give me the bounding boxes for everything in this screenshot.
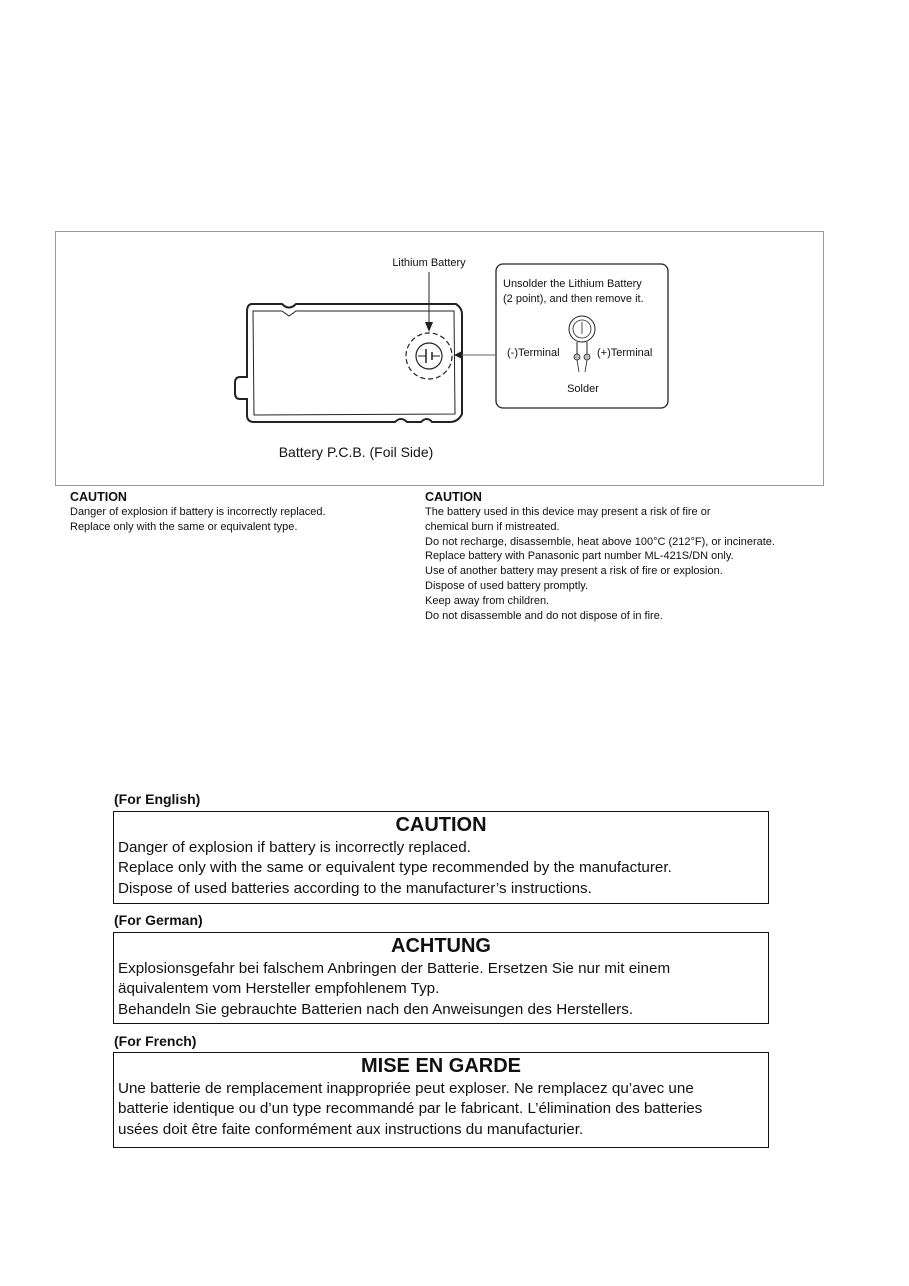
english-caution-line: Danger of explosion if battery is incorrectly replaced. (118, 839, 471, 856)
german-caution-line: äquivalentem vom Hersteller empfohlenem Typ. (118, 980, 440, 998)
caution-left-line: Danger of explosion if battery is incorrectly replaced. (70, 506, 326, 518)
english-label: (For English) (114, 791, 201, 807)
caution-left-heading: CAUTION (70, 490, 127, 504)
caution-left (70, 490, 326, 535)
french-caution-line: batterie identique ou d’un type recommandé par le fabricant. L’élimination des batteries (118, 1100, 703, 1118)
lithium-battery-label: Lithium Battery (392, 257, 466, 269)
caution-right-line: Replace battery with Panasonic part number ML-421S/DN only. (425, 550, 734, 563)
caution-right-line: Do not disassemble and do not dispose of in fire. (425, 609, 663, 622)
plus-terminal-label: (+)Terminal (597, 347, 653, 359)
german-caution-line: Behandeln Sie gebrauchte Batterien nach den Anweisungen des Herstellers. (118, 1000, 634, 1018)
caution-right-line: Dispose of used battery promptly. (425, 579, 589, 592)
english-caution-box (113, 811, 769, 904)
note-line-2: (2 point), and then remove it. (503, 293, 644, 305)
caution-right-line: The battery used in this device may present a risk of fire or (425, 506, 711, 518)
french-caution-line: Une batterie de remplacement inappropriée peut exploser. Ne remplacez qu’avec une (118, 1080, 694, 1097)
battery-pcb-diagram (56, 232, 825, 487)
caution-right-heading: CAUTION (425, 490, 482, 504)
pcb-caption: Battery P.C.B. (Foil Side) (278, 444, 434, 460)
minus-terminal-label: (-)Terminal (507, 347, 560, 359)
english-caution-title: CAUTION (395, 814, 487, 836)
english-caution-line: Replace only with the same or equivalent type recommended by the manufacturer. (118, 859, 672, 877)
german-caution-title: ACHTUNG (391, 935, 491, 957)
english-caution-line: Dispose of used batteries according to the manufacturer’s instructions. (118, 879, 592, 897)
arrow-left-icon (454, 351, 462, 359)
german-caution-box (113, 932, 769, 1024)
german-label: (For German) (114, 912, 203, 928)
caution-right-line: Keep away from children. (425, 594, 550, 607)
french-caution-line: usées doit être faite conformément aux instructions du manufacturier. (118, 1120, 584, 1138)
caution-right-line: Do not recharge, disassemble, heat above 100°C (212°F), or incinerate. (425, 535, 775, 548)
arrow-down-icon (425, 322, 433, 332)
french-label: (For French) (114, 1033, 197, 1049)
french-caution-box (113, 1052, 769, 1148)
solder-label: Solder (567, 383, 599, 395)
caution-right (425, 490, 775, 623)
pcb-outline (235, 304, 462, 422)
caution-left-line: Replace only with the same or equivalent type. (70, 520, 298, 533)
battery-dashed-outline (406, 333, 452, 379)
german-caution-line: Explosionsgefahr bei falschem Anbringen der Batterie. Ersetzen Sie nur mit einem (118, 960, 671, 977)
french-caution-title: MISE EN GARDE (360, 1055, 522, 1077)
battery-removal-figure (55, 231, 824, 486)
caution-right-line: chemical burn if mistreated. (425, 520, 560, 533)
note-line-1: Unsolder the Lithium Battery (503, 278, 642, 290)
caution-right-line: Use of another battery may present a risk of fire or explosion. (425, 565, 723, 578)
